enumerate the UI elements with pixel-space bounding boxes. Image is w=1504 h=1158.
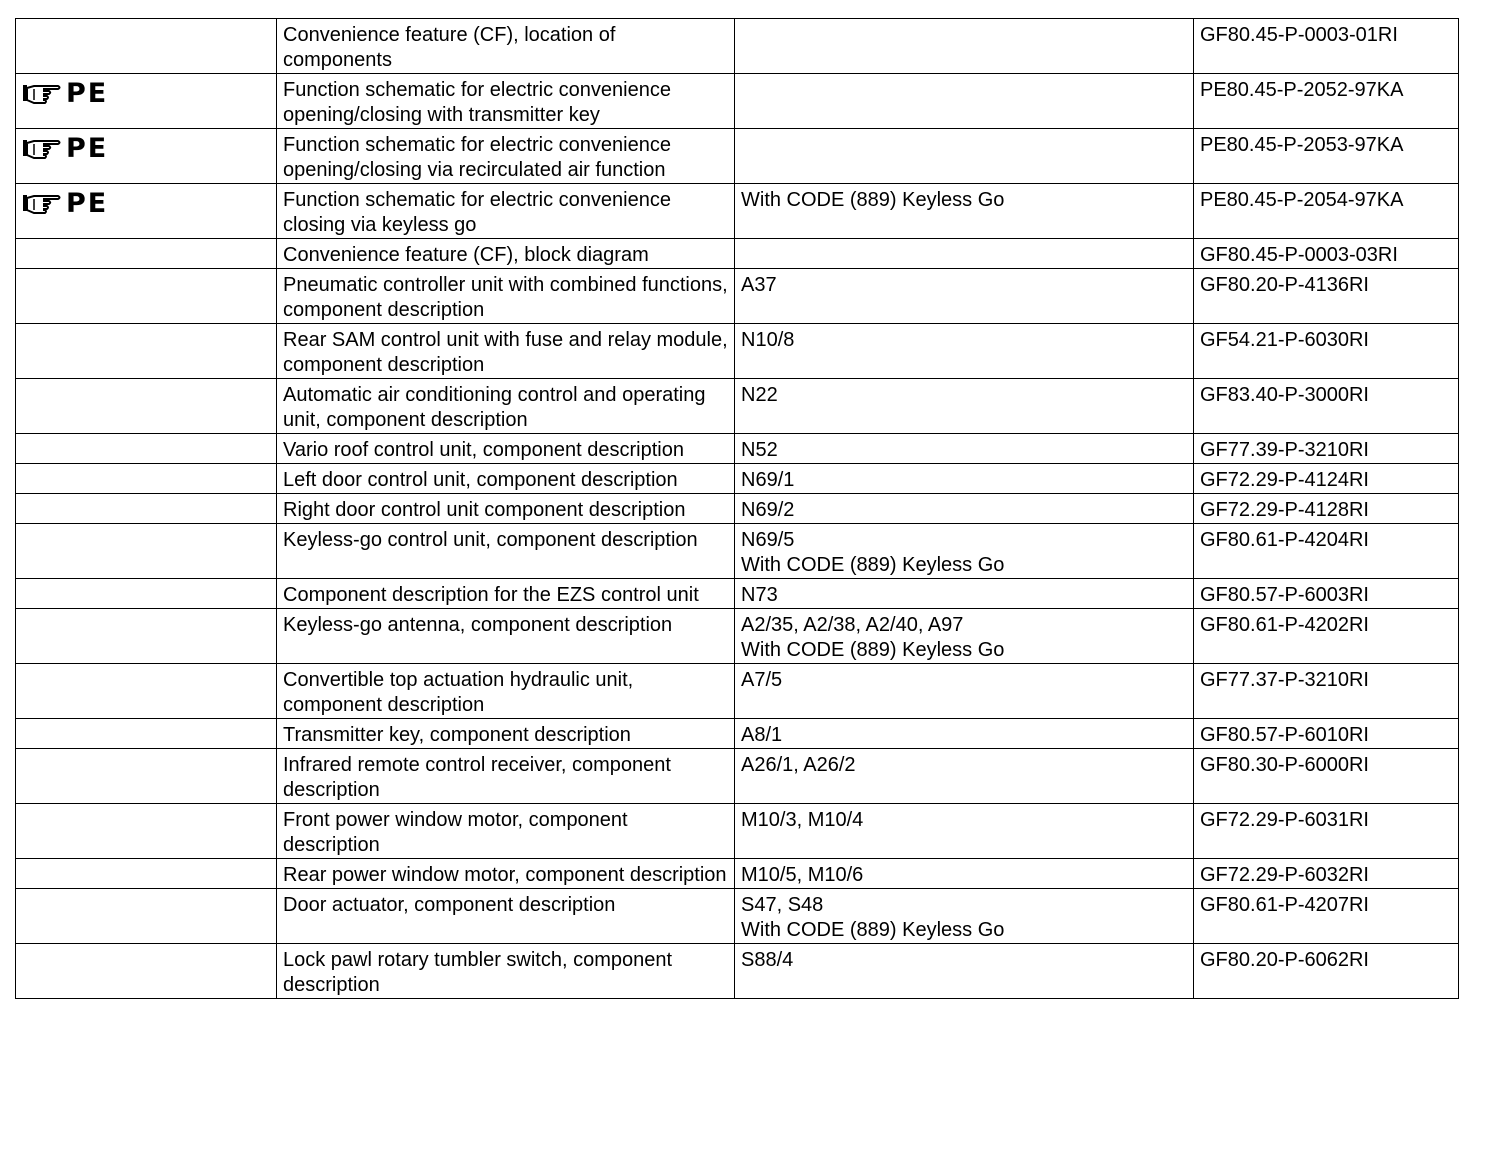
document-title[interactable]: Convenience feature (CF), block diagram [283,244,649,266]
codes-cell [735,434,1194,464]
document-title[interactable]: Transmitter key, component description [283,724,631,746]
title-cell [277,239,735,269]
document-number[interactable]: PE80.45-P-2054-97KA [1200,189,1404,211]
component-code: A8/1 [741,724,783,746]
table-row [16,609,1459,664]
table-row [16,749,1459,804]
document-number[interactable]: GF54.21-P-6030RI [1200,329,1369,351]
doc-number-cell [1194,719,1459,749]
codes-cell [735,944,1194,999]
title-cell [277,609,735,664]
title-cell [277,324,735,379]
pe-marker-cell [16,719,277,749]
document-title[interactable]: Left door control unit, component description [283,469,678,491]
document-number[interactable]: GF80.61-P-4204RI [1200,529,1369,551]
component-code: N73 [741,584,778,606]
table-row [16,889,1459,944]
table-row [16,579,1459,609]
pointing-hand-icon [22,137,62,161]
title-cell [277,19,735,74]
document-number[interactable]: PE80.45-P-2052-97KA [1200,79,1404,101]
pe-marker[interactable] [22,80,270,108]
document-number[interactable]: GF72.29-P-6031RI [1200,809,1369,831]
pe-marker-cell [16,749,277,804]
document-title[interactable]: Rear power window motor, component description [283,864,727,886]
component-code: N69/1 [741,469,795,491]
document-number[interactable]: GF72.29-P-4128RI [1200,499,1369,521]
component-code: S47, S48 [741,894,824,916]
codes-cell [735,464,1194,494]
table-row [16,434,1459,464]
table-row [16,494,1459,524]
component-code: With CODE (889) Keyless Go [741,189,1005,211]
codes-cell [735,579,1194,609]
component-code: S88/4 [741,949,794,971]
title-cell [277,74,735,129]
title-cell [277,944,735,999]
doc-number-cell [1194,19,1459,74]
title-cell [277,379,735,434]
doc-number-cell [1194,944,1459,999]
pe-marker-cell [16,434,277,464]
title-cell [277,889,735,944]
pe-marker-cell [16,889,277,944]
document-title[interactable]: Infrared remote control receiver, component description [283,754,671,801]
document-number[interactable]: PE80.45-P-2053-97KA [1200,134,1404,156]
table-row [16,184,1459,239]
title-cell [277,129,735,184]
doc-number-cell [1194,609,1459,664]
table-row [16,664,1459,719]
document-title[interactable]: Keyless-go control unit, component description [283,529,698,551]
doc-number-cell [1194,379,1459,434]
doc-number-cell [1194,579,1459,609]
document-number[interactable]: GF80.57-P-6003RI [1200,584,1369,606]
title-cell [277,269,735,324]
doc-number-cell [1194,889,1459,944]
pe-marker-cell [16,494,277,524]
pe-label: PE [66,188,109,219]
document-number[interactable]: GF80.61-P-4207RI [1200,894,1369,916]
pe-marker[interactable] [22,135,270,163]
codes-cell [735,494,1194,524]
codes-cell [735,719,1194,749]
document-title[interactable]: Component description for the EZS control unit [283,584,699,606]
document-title[interactable]: Keyless-go antenna, component description [283,614,673,636]
component-code: M10/3, M10/4 [741,809,864,831]
doc-number-cell [1194,324,1459,379]
codes-cell [735,664,1194,719]
codes-cell [735,524,1194,579]
codes-cell [735,269,1194,324]
document-number[interactable]: GF80.30-P-6000RI [1200,754,1369,776]
doc-number-cell [1194,184,1459,239]
document-table [15,18,1459,999]
doc-number-cell [1194,524,1459,579]
table-row [16,74,1459,129]
title-cell [277,719,735,749]
pe-marker-cell [16,859,277,889]
document-title[interactable]: Vario roof control unit, component description [283,439,684,461]
table-row [16,464,1459,494]
table-row [16,19,1459,74]
table-row [16,269,1459,324]
pe-label: PE [66,133,109,164]
document-title[interactable]: Rear SAM control unit with fuse and relay module, component description [283,329,728,376]
pe-marker-cell [16,239,277,269]
doc-number-cell [1194,664,1459,719]
codes-cell [735,129,1194,184]
doc-number-cell [1194,434,1459,464]
component-code: N69/2 [741,499,795,521]
document-title[interactable]: Automatic air conditioning control and operating unit, component description [283,384,706,431]
title-cell [277,434,735,464]
document-number[interactable]: GF72.29-P-6032RI [1200,864,1369,886]
pe-label: PE [66,78,109,109]
doc-number-cell [1194,494,1459,524]
component-code: A2/35, A2/38, A2/40, A97 [741,614,964,636]
title-cell [277,664,735,719]
codes-cell [735,74,1194,129]
doc-number-cell [1194,74,1459,129]
table-row [16,804,1459,859]
title-cell [277,804,735,859]
pe-marker-cell [16,324,277,379]
component-code: With CODE (889) Keyless Go [741,554,1005,576]
document-title[interactable]: Pneumatic controller unit with combined functions, component description [283,274,728,321]
pe-marker-cell [16,74,277,129]
pointing-hand-icon [22,192,62,216]
codes-cell [735,889,1194,944]
pe-marker-cell [16,664,277,719]
codes-cell [735,804,1194,859]
codes-cell [735,184,1194,239]
document-number[interactable]: GF77.39-P-3210RI [1200,439,1369,461]
component-code: M10/5, M10/6 [741,864,864,886]
document-title[interactable]: Lock pawl rotary tumbler switch, component description [283,949,673,996]
component-code: A7/5 [741,669,783,691]
table-row [16,944,1459,999]
pe-marker-cell [16,464,277,494]
document-number[interactable]: GF77.37-P-3210RI [1200,669,1369,691]
table-row [16,859,1459,889]
codes-cell [735,379,1194,434]
component-code: A37 [741,274,777,296]
component-code: N22 [741,384,778,406]
pe-marker-cell [16,129,277,184]
document-table-body [16,19,1459,999]
document-number[interactable]: GF80.45-P-0003-03RI [1200,244,1398,266]
document-title[interactable]: Function schematic for electric convenience opening/closing with transmitter key [283,79,671,126]
document-number[interactable]: GF80.45-P-0003-01RI [1200,24,1398,46]
pe-marker-cell [16,379,277,434]
document-title[interactable]: Convenience feature (CF), location of components [283,24,616,71]
codes-cell [735,239,1194,269]
table-row [16,324,1459,379]
pointing-hand-icon [22,82,62,106]
document-title[interactable]: Convertible top actuation hydraulic unit, component description [283,669,634,716]
doc-number-cell [1194,464,1459,494]
pe-marker-cell [16,579,277,609]
title-cell [277,859,735,889]
table-row [16,129,1459,184]
component-code: A26/1, A26/2 [741,754,856,776]
component-code: With CODE (889) Keyless Go [741,639,1005,661]
pe-marker-cell [16,609,277,664]
table-row [16,239,1459,269]
title-cell [277,579,735,609]
document-title[interactable]: Front power window motor, component description [283,809,628,856]
document-title[interactable]: Right door control unit component description [283,499,686,521]
pe-marker-cell [16,269,277,324]
pe-marker[interactable] [22,190,270,218]
component-code: N52 [741,439,778,461]
codes-cell [735,324,1194,379]
doc-number-cell [1194,804,1459,859]
document-number[interactable]: GF80.61-P-4202RI [1200,614,1369,636]
doc-number-cell [1194,129,1459,184]
document-title[interactable]: Function schematic for electric convenience closing via keyless go [283,189,671,236]
document-number[interactable]: GF80.57-P-6010RI [1200,724,1369,746]
document-number[interactable]: GF80.20-P-4136RI [1200,274,1369,296]
component-code: N10/8 [741,329,795,351]
table-row [16,379,1459,434]
title-cell [277,494,735,524]
codes-cell [735,609,1194,664]
document-title[interactable]: Door actuator, component description [283,894,616,916]
table-row [16,524,1459,579]
component-code: N69/5 [741,529,795,551]
doc-number-cell [1194,239,1459,269]
document-title[interactable]: Function schematic for electric convenience opening/closing via recirculated air function [283,134,671,181]
table-row [16,719,1459,749]
title-cell [277,749,735,804]
component-code: With CODE (889) Keyless Go [741,919,1005,941]
pe-marker-cell [16,944,277,999]
document-number[interactable]: GF83.40-P-3000RI [1200,384,1369,406]
pe-marker-cell [16,524,277,579]
codes-cell [735,19,1194,74]
doc-number-cell [1194,269,1459,324]
document-number[interactable]: GF72.29-P-4124RI [1200,469,1369,491]
pe-marker-cell [16,19,277,74]
title-cell [277,464,735,494]
title-cell [277,184,735,239]
title-cell [277,524,735,579]
document-number[interactable]: GF80.20-P-6062RI [1200,949,1369,971]
codes-cell [735,859,1194,889]
doc-number-cell [1194,859,1459,889]
doc-number-cell [1194,749,1459,804]
pe-marker-cell [16,804,277,859]
pe-marker-cell [16,184,277,239]
codes-cell [735,749,1194,804]
